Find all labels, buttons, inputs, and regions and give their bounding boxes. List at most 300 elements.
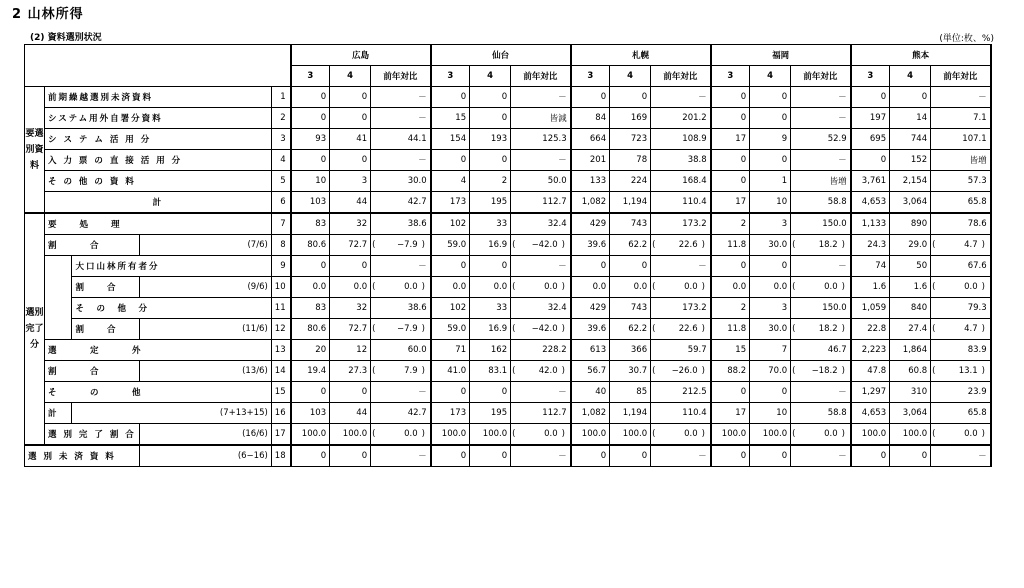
value-cell: 0.0 — [431, 277, 470, 298]
paren-open: ( — [791, 424, 801, 446]
value-cell: 3,064 — [890, 403, 931, 424]
ratio-header: 前年対比 — [371, 66, 431, 87]
paren-open: ( — [651, 424, 661, 446]
value-cell: 0 — [571, 256, 610, 277]
value-cell: 10 — [750, 403, 791, 424]
row-number: 5 — [271, 171, 290, 192]
value-cell: 33 — [470, 213, 511, 235]
value-cell: 15 — [431, 108, 470, 129]
value-cell: 83 — [291, 213, 330, 235]
value-cell: 0 — [750, 382, 791, 403]
paren-open: ( — [791, 319, 801, 340]
value-cell: 0 — [851, 445, 890, 467]
value-cell: 10 — [750, 192, 791, 214]
row-formula: (16/6) — [139, 424, 271, 446]
value-cell: 0 — [291, 87, 330, 108]
value-cell: 195 — [470, 192, 511, 214]
ratio-cell: −42.0 — [521, 235, 561, 256]
value-cell: 3 — [750, 298, 791, 319]
ratio-cell: 皆減 — [511, 108, 571, 129]
ratio-cell: 38.6 — [371, 298, 431, 319]
value-cell: 22.8 — [851, 319, 890, 340]
ratio-cell: － — [511, 445, 571, 467]
ratio-cell: 57.3 — [931, 171, 991, 192]
value-cell: 0 — [470, 382, 511, 403]
value-cell: 103 — [291, 192, 330, 214]
value-cell: 0 — [711, 87, 750, 108]
value-cell: 100.0 — [470, 424, 511, 446]
value-cell: 100.0 — [711, 424, 750, 446]
paren-open: ( — [511, 235, 521, 256]
row-label: 選 別 完 了 割 合 — [45, 424, 140, 446]
value-cell: 0 — [711, 171, 750, 192]
value-cell: 0 — [470, 445, 511, 467]
ratio-cell: － — [511, 256, 571, 277]
ratio-cell: － — [651, 445, 711, 467]
paren-close: ) — [701, 235, 711, 256]
paren-close: ) — [421, 235, 431, 256]
value-cell: 195 — [470, 403, 511, 424]
paren-open: ( — [651, 277, 661, 298]
paren-close: ) — [981, 235, 991, 256]
ratio-cell: 皆増 — [791, 171, 851, 192]
paren-open: ( — [791, 235, 801, 256]
row-number: 12 — [271, 319, 290, 340]
value-cell: 32 — [330, 298, 371, 319]
value-cell: 743 — [610, 213, 651, 235]
value-cell: 0 — [470, 150, 511, 171]
value-cell: 20 — [291, 340, 330, 361]
value-cell: 1.6 — [851, 277, 890, 298]
ratio-cell: 0.0 — [941, 424, 981, 446]
value-cell: 100.0 — [330, 424, 371, 446]
ratio-cell: 46.7 — [791, 340, 851, 361]
ratio-cell: 67.6 — [931, 256, 991, 277]
paren-close: ) — [561, 424, 571, 446]
row-formula: (7/6) — [139, 235, 271, 256]
ratio-cell: － — [791, 256, 851, 277]
value-cell: 0.0 — [291, 277, 330, 298]
value-cell: 0 — [571, 445, 610, 467]
row-formula: (6−16) — [139, 445, 271, 467]
ratio-cell: 150.0 — [791, 213, 851, 235]
value-cell: 0 — [750, 150, 791, 171]
ratio-cell: － — [791, 445, 851, 467]
ratio-cell: － — [931, 445, 991, 467]
value-cell: 201 — [571, 150, 610, 171]
paren-close: ) — [981, 319, 991, 340]
value-cell: 100.0 — [750, 424, 791, 446]
paren-open: ( — [371, 235, 381, 256]
value-cell: 4 — [431, 171, 470, 192]
value-cell: 2 — [470, 171, 511, 192]
ratio-cell: － — [371, 108, 431, 129]
ratio-cell: 22.6 — [661, 235, 701, 256]
ratio-cell: － — [651, 87, 711, 108]
row-number: 7 — [271, 213, 290, 235]
ratio-cell: － — [371, 382, 431, 403]
ratio-cell: － — [931, 87, 991, 108]
corner-cell — [25, 45, 291, 87]
ratio-cell: 83.9 — [931, 340, 991, 361]
ratio-cell: 110.4 — [651, 403, 711, 424]
value-cell: 11.8 — [711, 319, 750, 340]
row-number: 18 — [271, 445, 290, 467]
ratio-cell: － — [791, 108, 851, 129]
row-number: 11 — [271, 298, 290, 319]
value-cell: 664 — [571, 129, 610, 150]
value-cell: 103 — [291, 403, 330, 424]
value-cell: 41 — [330, 129, 371, 150]
row-formula: (9/6) — [139, 277, 271, 298]
row-label: 計 — [45, 192, 272, 214]
value-cell: 0 — [431, 445, 470, 467]
row-label: 計 — [45, 403, 72, 424]
ratio-cell: 4.7 — [941, 235, 981, 256]
paren-close: ) — [421, 424, 431, 446]
value-cell: 1.6 — [890, 277, 931, 298]
value-cell: 613 — [571, 340, 610, 361]
value-cell: 27.3 — [330, 361, 371, 382]
value-cell: 890 — [890, 213, 931, 235]
table-row — [25, 319, 991, 340]
ratio-cell: － — [791, 87, 851, 108]
ratio-cell: 7.1 — [931, 108, 991, 129]
ratio-cell: 0.0 — [661, 424, 701, 446]
ratio-cell: −42.0 — [521, 319, 561, 340]
paren-close: ) — [841, 424, 851, 446]
row-number: 15 — [271, 382, 290, 403]
ratio-cell: 0.0 — [941, 277, 981, 298]
value-cell: 15 — [711, 340, 750, 361]
value-cell: 840 — [890, 298, 931, 319]
ratio-cell: － — [371, 256, 431, 277]
value-cell: 83.1 — [470, 361, 511, 382]
value-cell: 162 — [470, 340, 511, 361]
value-cell: 0 — [750, 256, 791, 277]
year-header: 3 — [291, 66, 330, 87]
value-cell: 93 — [291, 129, 330, 150]
ratio-cell: 50.0 — [511, 171, 571, 192]
table-row — [25, 213, 991, 235]
value-cell: 0 — [711, 382, 750, 403]
value-cell: 39.6 — [571, 235, 610, 256]
ratio-cell: 0.0 — [381, 277, 421, 298]
value-cell: 41.0 — [431, 361, 470, 382]
value-cell: 100.0 — [571, 424, 610, 446]
value-cell: 2 — [711, 298, 750, 319]
value-cell: 744 — [890, 129, 931, 150]
value-cell: 0 — [330, 445, 371, 467]
table-row — [25, 445, 991, 467]
ratio-cell: 108.9 — [651, 129, 711, 150]
row-label: 要 処 理 — [45, 213, 272, 235]
paren-open: ( — [371, 319, 381, 340]
year-header: 3 — [571, 66, 610, 87]
paren-open: ( — [651, 235, 661, 256]
value-cell: 0 — [851, 150, 890, 171]
row-label: 割 合 — [45, 361, 140, 382]
value-cell: 56.7 — [571, 361, 610, 382]
value-cell: 60.8 — [890, 361, 931, 382]
value-cell: 2,154 — [890, 171, 931, 192]
ratio-cell: 42.7 — [371, 192, 431, 214]
row-label: システム用外自署分資料 — [45, 108, 272, 129]
value-cell: 80.6 — [291, 235, 330, 256]
value-cell: 19.4 — [291, 361, 330, 382]
paren-close: ) — [561, 319, 571, 340]
value-cell: 71 — [431, 340, 470, 361]
ratio-cell: 112.7 — [511, 403, 571, 424]
unit-note: (単位:枚、%) — [939, 34, 994, 44]
table-row — [25, 298, 991, 319]
value-cell: 0 — [470, 108, 511, 129]
value-cell: 0 — [291, 445, 330, 467]
header-row-regions — [25, 45, 991, 66]
value-cell: 152 — [890, 150, 931, 171]
value-cell: 100.0 — [291, 424, 330, 446]
value-cell: 14 — [890, 108, 931, 129]
paren-open: ( — [371, 424, 381, 446]
ratio-header: 前年対比 — [931, 66, 991, 87]
ratio-cell: － — [791, 382, 851, 403]
value-cell: 743 — [610, 298, 651, 319]
value-cell: 0 — [431, 256, 470, 277]
value-cell: 0.0 — [470, 277, 511, 298]
value-cell: 3,064 — [890, 192, 931, 214]
paren-close: ) — [701, 319, 711, 340]
ratio-cell: 32.4 — [511, 213, 571, 235]
paren-open: ( — [931, 277, 941, 298]
paren-close: ) — [561, 235, 571, 256]
ratio-cell: 22.6 — [661, 319, 701, 340]
ratio-cell: 0.0 — [801, 424, 841, 446]
ratio-header: 前年対比 — [651, 66, 711, 87]
ratio-cell: 皆増 — [931, 150, 991, 171]
value-cell: 0.0 — [571, 277, 610, 298]
value-cell: 695 — [851, 129, 890, 150]
ratio-cell: 58.8 — [791, 403, 851, 424]
ratio-cell: 32.4 — [511, 298, 571, 319]
year-header: 4 — [890, 66, 931, 87]
region-header: 札幌 — [571, 45, 711, 66]
value-cell: 2,223 — [851, 340, 890, 361]
ratio-cell: 4.7 — [941, 319, 981, 340]
value-cell: 0 — [750, 445, 791, 467]
ratio-cell: 23.9 — [931, 382, 991, 403]
paren-open: ( — [511, 424, 521, 446]
value-cell: 10 — [291, 171, 330, 192]
value-cell: 59.0 — [431, 319, 470, 340]
ratio-cell: −18.2 — [801, 361, 841, 382]
ratio-cell: −26.0 — [661, 361, 701, 382]
value-cell: 30.0 — [750, 235, 791, 256]
value-cell: 40 — [571, 382, 610, 403]
row-number: 13 — [271, 340, 290, 361]
value-cell: 0.0 — [330, 277, 371, 298]
value-cell: 133 — [571, 171, 610, 192]
value-cell: 0 — [711, 108, 750, 129]
ratio-header: 前年対比 — [791, 66, 851, 87]
table-row — [25, 277, 991, 298]
value-cell: 0 — [711, 445, 750, 467]
ratio-header: 前年対比 — [511, 66, 571, 87]
ratio-cell: 59.7 — [651, 340, 711, 361]
value-cell: 0 — [330, 150, 371, 171]
ratio-cell: 18.2 — [801, 235, 841, 256]
value-cell: 723 — [610, 129, 651, 150]
value-cell: 72.7 — [330, 319, 371, 340]
value-cell: 0 — [711, 150, 750, 171]
row-label: 割 合 — [72, 319, 139, 340]
table-row — [25, 108, 991, 129]
paren-open: ( — [791, 277, 801, 298]
value-cell: 11.8 — [711, 235, 750, 256]
value-cell: 0 — [890, 87, 931, 108]
value-cell: 0 — [750, 108, 791, 129]
value-cell: 59.0 — [431, 235, 470, 256]
row-label: シ ス テ ム 活 用 分 — [45, 129, 272, 150]
value-cell: 1,297 — [851, 382, 890, 403]
row-number: 17 — [271, 424, 290, 446]
value-cell: 310 — [890, 382, 931, 403]
value-cell: 0 — [330, 87, 371, 108]
value-cell: 0 — [750, 87, 791, 108]
value-cell: 1,082 — [571, 192, 610, 214]
value-cell: 100.0 — [890, 424, 931, 446]
ratio-cell: −7.9 — [381, 235, 421, 256]
table-row — [25, 340, 991, 361]
value-cell: 0 — [291, 382, 330, 403]
value-cell: 0 — [291, 150, 330, 171]
year-header: 4 — [750, 66, 791, 87]
table-row — [25, 256, 991, 277]
table-row — [25, 171, 991, 192]
value-cell: 100.0 — [851, 424, 890, 446]
paren-open: ( — [651, 319, 661, 340]
value-cell: 366 — [610, 340, 651, 361]
value-cell: 1,059 — [851, 298, 890, 319]
table-row — [25, 192, 991, 214]
paren-open: ( — [651, 361, 661, 382]
paren-close: ) — [561, 277, 571, 298]
value-cell: 80.6 — [291, 319, 330, 340]
paren-open: ( — [511, 277, 521, 298]
value-cell: 4,653 — [851, 192, 890, 214]
region-header: 福岡 — [711, 45, 851, 66]
paren-close: ) — [701, 361, 711, 382]
row-label: そ の 他 分 — [72, 298, 271, 319]
value-cell: 0 — [291, 108, 330, 129]
value-cell: 1,133 — [851, 213, 890, 235]
table-row — [25, 424, 991, 446]
table-row — [25, 129, 991, 150]
value-cell: 24.3 — [851, 235, 890, 256]
page-title: 2 山林所得 — [12, 7, 84, 22]
ratio-cell: － — [791, 150, 851, 171]
value-cell: 0 — [431, 150, 470, 171]
ratio-cell: 79.3 — [931, 298, 991, 319]
table-row — [25, 87, 991, 108]
value-cell: 429 — [571, 213, 610, 235]
value-cell: 0 — [470, 256, 511, 277]
value-cell: 169 — [610, 108, 651, 129]
value-cell: 0 — [610, 256, 651, 277]
ratio-cell: 65.8 — [931, 403, 991, 424]
value-cell: 78 — [610, 150, 651, 171]
ratio-cell: 58.8 — [791, 192, 851, 214]
ratio-cell: 42.7 — [371, 403, 431, 424]
paren-open: ( — [931, 235, 941, 256]
year-header: 3 — [711, 66, 750, 87]
value-cell: 3,761 — [851, 171, 890, 192]
value-cell: 0 — [330, 382, 371, 403]
paren-close: ) — [981, 424, 991, 446]
ratio-cell: 52.9 — [791, 129, 851, 150]
ratio-cell: 173.2 — [651, 213, 711, 235]
value-cell: 0.0 — [750, 277, 791, 298]
row-label: 選 定 外 — [45, 340, 272, 361]
ratio-cell: 0.0 — [521, 424, 561, 446]
paren-close: ) — [701, 424, 711, 446]
row-formula: (11/6) — [139, 319, 271, 340]
value-cell: 30.7 — [610, 361, 651, 382]
value-cell: 44 — [330, 192, 371, 214]
value-cell: 100.0 — [431, 424, 470, 446]
value-cell: 16.9 — [470, 235, 511, 256]
value-cell: 32 — [330, 213, 371, 235]
row-label: 入 力 票 の 直 接 活 用 分 — [45, 150, 272, 171]
value-cell: 100.0 — [610, 424, 651, 446]
value-cell: 7 — [750, 340, 791, 361]
value-cell: 70.0 — [750, 361, 791, 382]
row-label: 割 合 — [45, 235, 140, 256]
value-cell: 3 — [330, 171, 371, 192]
row-number: 4 — [271, 150, 290, 171]
value-cell: 84 — [571, 108, 610, 129]
value-cell: 224 — [610, 171, 651, 192]
paren-close: ) — [841, 277, 851, 298]
value-cell: 9 — [750, 129, 791, 150]
value-cell: 17 — [711, 192, 750, 214]
paren-close: ) — [421, 319, 431, 340]
year-header: 4 — [610, 66, 651, 87]
value-cell: 0 — [431, 382, 470, 403]
table-row — [25, 382, 991, 403]
ratio-cell: － — [371, 150, 431, 171]
value-cell: 17 — [711, 403, 750, 424]
row-label: 前期繰越選別未済資料 — [45, 87, 272, 108]
ratio-cell: 125.3 — [511, 129, 571, 150]
value-cell: 16.9 — [470, 319, 511, 340]
ratio-cell: － — [651, 256, 711, 277]
row-number: 14 — [271, 361, 290, 382]
row-label: 割 合 — [72, 277, 139, 298]
ratio-cell: 44.1 — [371, 129, 431, 150]
row-label: そ の 他 — [45, 382, 272, 403]
table-row — [25, 150, 991, 171]
paren-open: ( — [931, 319, 941, 340]
value-cell: 62.2 — [610, 235, 651, 256]
value-cell: 0.0 — [610, 277, 651, 298]
paren-open: ( — [511, 319, 521, 340]
row-formula: (13/6) — [139, 361, 271, 382]
year-header: 4 — [330, 66, 371, 87]
ratio-cell: 107.1 — [931, 129, 991, 150]
ratio-cell: −7.9 — [381, 319, 421, 340]
value-cell: 1 — [750, 171, 791, 192]
value-cell: 173 — [431, 403, 470, 424]
